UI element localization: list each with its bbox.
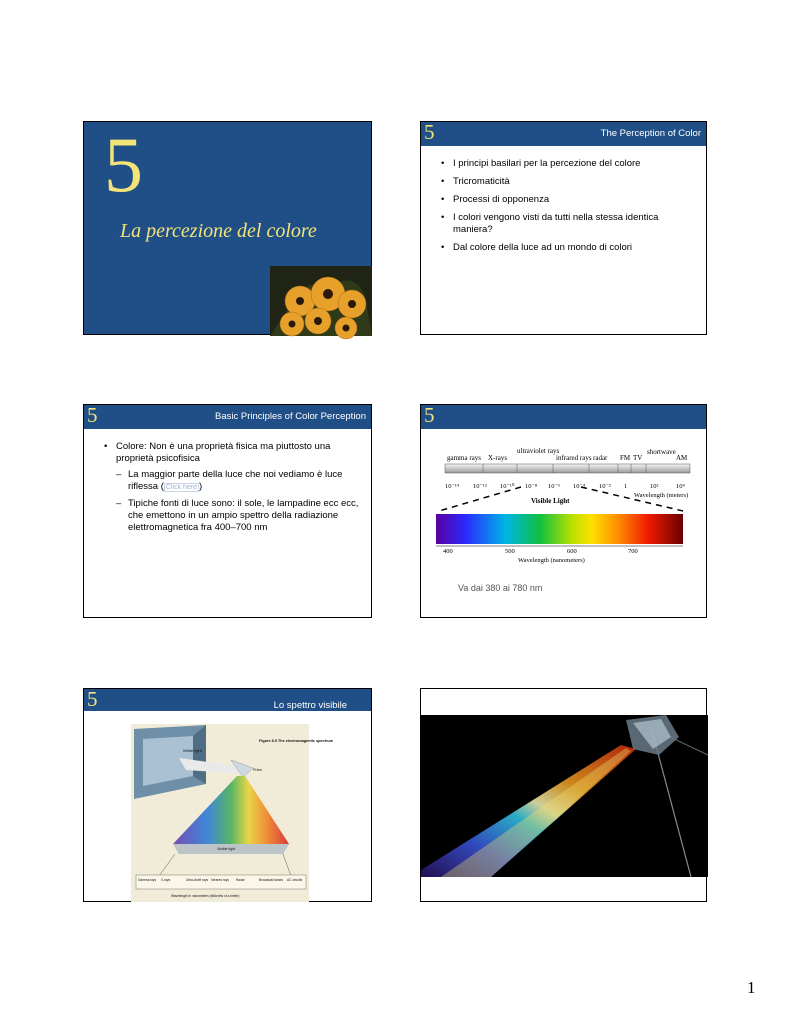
bullet-item <box>98 441 360 534</box>
spectrum-bar <box>445 464 690 473</box>
slide-heading: The Perception of Color <box>600 128 701 139</box>
bullet-list <box>435 158 695 260</box>
nm-tick: 700 <box>628 548 638 555</box>
sub-list <box>116 469 360 534</box>
band-label: gamma rays <box>447 454 482 462</box>
exponent-label: 1 <box>624 483 628 490</box>
flowers-picture <box>270 266 372 336</box>
prism-label: Prism <box>253 768 263 772</box>
slide-number: 5 <box>87 687 98 711</box>
bullet-item: • Dal colore della luce ad un mondo di colori <box>435 242 695 254</box>
strip-label: AC circuits <box>287 878 303 882</box>
exponent-label: 10⁴ <box>676 483 685 490</box>
slide-heading: Basic Principles of Color Perception <box>214 411 366 422</box>
bullet-list <box>98 441 360 540</box>
exponent-label: 10⁻¹² <box>473 483 487 490</box>
prism-dispersion-picture <box>421 715 708 877</box>
band-label: shortwave <box>647 448 676 456</box>
bullet-item: • I principi basilari per la percezione del colore <box>435 158 695 170</box>
figure-title: Figure 8.9 The electromagnetic spectrum <box>259 739 334 743</box>
bullet-item: • Processi di opponenza <box>435 194 695 206</box>
exponent-label: 10⁻² <box>599 483 611 490</box>
slide-number: 5 <box>424 120 435 144</box>
bullet-text: Colore: Non è una proprietà fisica ma piuttosto una proprietà psicofisica <box>116 441 331 464</box>
slide-prism-photo <box>420 688 707 902</box>
band-label: radar <box>593 454 608 462</box>
strip-label: X-rays <box>161 878 171 882</box>
slide-visible-spectrum <box>83 688 372 902</box>
nm-tick: 600 <box>567 548 577 555</box>
visible-light-label: Visible Light <box>531 497 570 505</box>
sub-item <box>116 469 360 494</box>
slide-number: 5 <box>87 403 98 427</box>
visible-light-strip-label: Visible light <box>217 847 236 851</box>
slide-title <box>83 121 372 335</box>
sub-text: La maggior parte della luce che noi vediamo è luce riflessa ( <box>128 469 343 492</box>
em-spectrum-diagram <box>421 429 708 579</box>
flowers-image <box>270 266 372 336</box>
sub-item: – Tipiche fonti di luce sono: il sole, le lampadine ecc ecc, che emettono in un ampio spettro della radiazione elettromagnetica fra 400–700 nm <box>116 498 360 534</box>
exponent-label: 10⁻¹⁴ <box>445 483 460 490</box>
nm-axis-label: Wavelength (nanometers) <box>518 557 585 564</box>
nm-tick: 400 <box>443 548 453 555</box>
slide-heading: Lo spettro visibile <box>273 700 347 711</box>
slide-number: 5 <box>424 403 435 427</box>
exponent-label: 10² <box>650 483 659 490</box>
visible-spectrum-band <box>436 514 683 544</box>
white-light-label: White light <box>183 748 202 753</box>
band-label: X-rays <box>488 454 508 462</box>
band-label: FM <box>620 454 631 462</box>
strip-label: Ultra-violet rays <box>186 878 209 882</box>
strip-label: Broadcast bands <box>259 878 283 882</box>
slide-header <box>84 405 371 429</box>
strip-label: Radar <box>236 878 245 882</box>
slide-header <box>84 689 371 711</box>
band-label: ultraviolet rays <box>517 447 560 455</box>
slide-perception <box>420 121 707 335</box>
bullet-item: • Tricromaticità <box>435 176 695 188</box>
slide-spectrum <box>420 404 707 618</box>
band-label: AM <box>676 454 688 462</box>
strip-axis-label: Wavelength in nanometers (billionths of a meter) <box>171 894 240 898</box>
exponent-label: 10⁻⁸ <box>525 483 538 490</box>
exponent-label: 10⁻⁶ <box>548 483 561 490</box>
prism-figure <box>131 724 334 902</box>
slide-header <box>421 405 706 429</box>
slide-number: 5 <box>104 121 143 208</box>
sub-text-end: ) <box>199 481 203 492</box>
exponent-label: 10⁻¹⁰ <box>500 483 515 490</box>
slide-basic-principles <box>83 404 372 618</box>
band-label: infrared rays <box>556 454 592 462</box>
page-number: 1 <box>747 978 756 997</box>
wavelength-meters-label: Wavelength (meters) <box>634 492 689 499</box>
strip-label: Infrared rays <box>211 878 229 882</box>
exponent-label: 10⁻⁴ <box>573 483 586 490</box>
textbook-figure <box>131 724 334 902</box>
prism-photo <box>421 715 708 877</box>
slide-caption: Va dai 380 ai 780 nm <box>458 583 543 593</box>
bullet-item: • I colori vengono visti da tutti nella stessa identica maniera? <box>435 212 695 236</box>
slide-header <box>421 122 706 146</box>
click-here-link[interactable]: Click here <box>165 484 198 491</box>
band-label: TV <box>633 454 643 462</box>
strip-label: Gamma rays <box>138 878 157 882</box>
slide-title-text: La percezione del colore <box>120 220 317 242</box>
nm-tick: 500 <box>505 548 515 555</box>
